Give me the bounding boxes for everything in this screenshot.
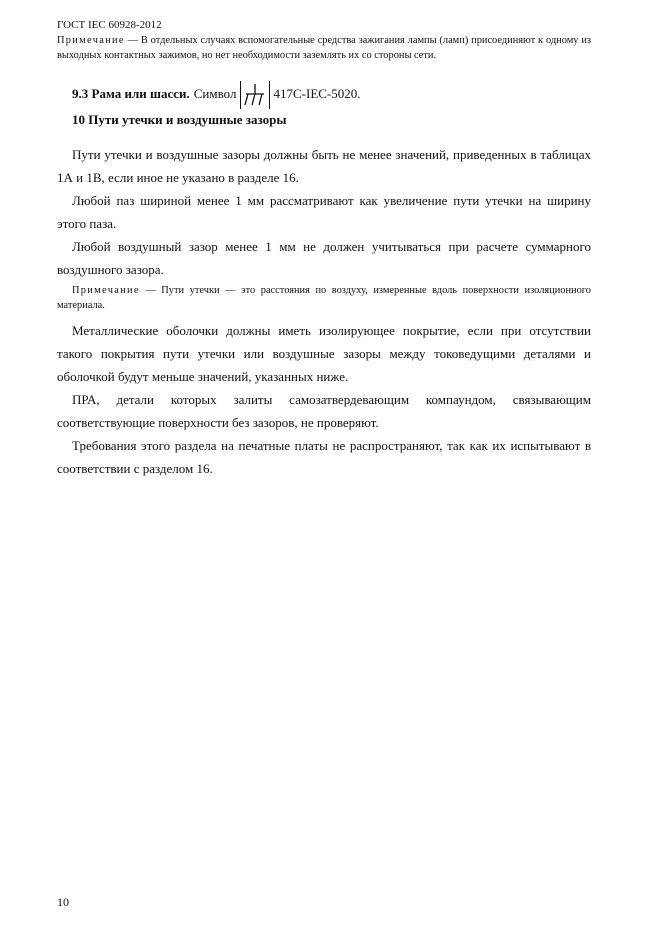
paragraph-3: Любой воздушный зазор менее 1 мм не должен учитываться при расчете суммарного воздушного зазора. <box>57 239 591 277</box>
paragraph-5: ПРА, детали которых залиты самозатвердевающим компаундом, связывающим соответствующие поверхности без зазоров, не проверяют. <box>57 392 591 430</box>
note-label: Примечание <box>57 35 125 46</box>
standard-header: ГОСТ IEC 60928-2012 <box>57 19 162 31</box>
note-label: Примечание <box>72 285 140 296</box>
paragraph-4: Металлические оболочки должны иметь изолирующее покрытие, если при отсутствии такого покрытия пути утечки или воздушные зазоры между токоведущими деталями и оболочкой будут меньше значений, указанных ниже. <box>57 323 591 384</box>
page-number: 10 <box>57 895 69 909</box>
note-text: — Пути утечки — это расстояния по воздуху, измеренные вдоль поверхности изоляционного материала. <box>57 285 591 311</box>
note-top <box>57 33 591 63</box>
symbol-code: 417С-IEC-5020. <box>273 86 361 101</box>
section-9-3-title: 9.3 Рама или шасси. <box>72 86 190 101</box>
paragraph-2: Любой паз шириной менее 1 мм рассматривают как увеличение пути утечки на ширину этого паза. <box>57 193 591 231</box>
section-9-3 <box>72 80 361 108</box>
note-creepage <box>57 283 591 313</box>
frame-chassis-symbol-icon <box>240 81 270 109</box>
paragraph-6: Требования этого раздела на печатные платы не распространяют, так как их испытывают в соответствии с разделом 16. <box>57 438 591 476</box>
section-10-heading: 10 Пути утечки и воздушные зазоры <box>72 112 287 127</box>
note-text: — В отдельных случаях вспомогательные средства зажигания лампы (ламп) присоединяют к одному из выходных контактных зажимов, но нет необходимости заземлять их со стороны сети. <box>57 35 591 61</box>
paragraph-1: Пути утечки и воздушные зазоры должны быть не менее значений, приведенных в таблицах 1А и 1В, если иное не указано в разделе 16. <box>57 147 591 185</box>
symbol-word: Символ <box>193 86 237 101</box>
section-10-body <box>57 143 591 480</box>
